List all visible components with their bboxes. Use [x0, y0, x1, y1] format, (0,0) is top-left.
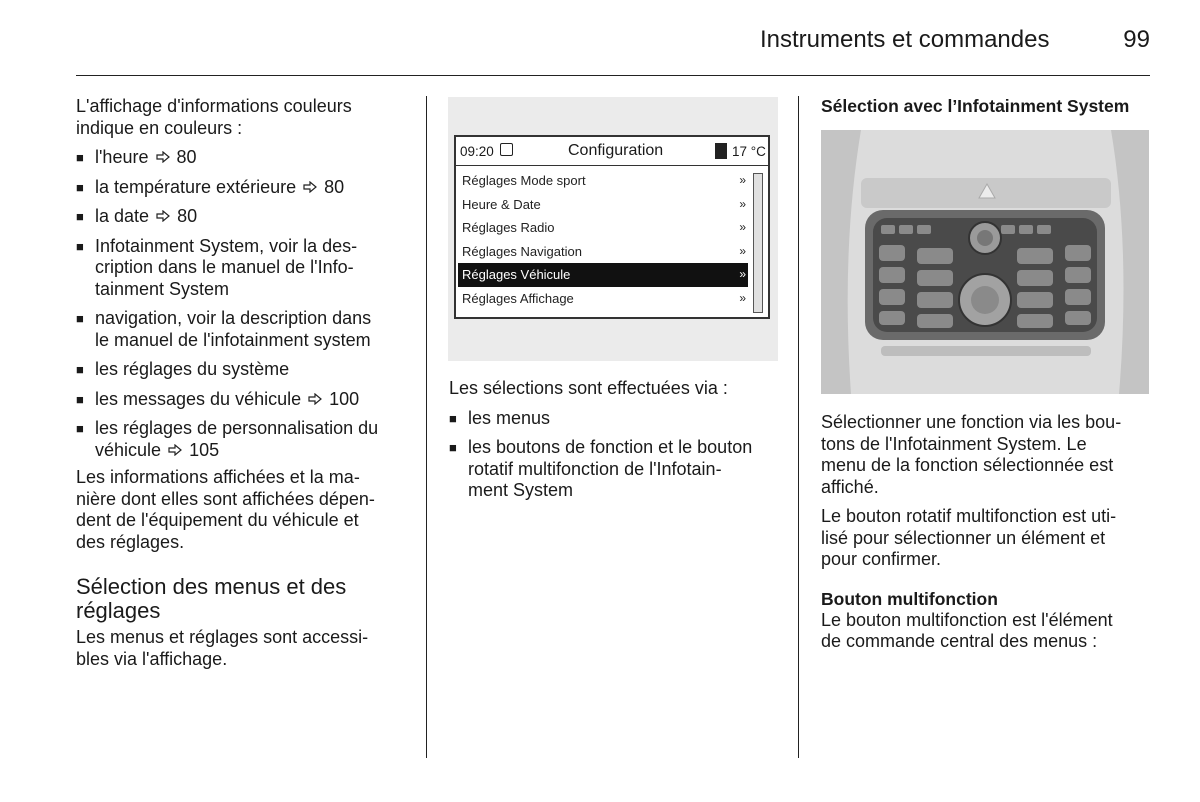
chevron-right-icon: »	[739, 220, 746, 234]
chevron-right-icon: »	[739, 196, 746, 211]
list-item: ■ l'heure 80	[76, 147, 411, 169]
thermometer-icon	[715, 143, 727, 159]
list-item: ■ Infotainment System, voir la des- cription dans le manuel de l'Info- tainment System	[76, 236, 411, 301]
screen-scrollbar	[753, 173, 763, 313]
configuration-screen-figure	[454, 135, 770, 319]
screen-title: Configuration	[568, 142, 664, 159]
list-item: ■ les messages du véhicule 100	[76, 389, 411, 411]
page-number: 99	[1123, 26, 1150, 53]
list-item: ■ les réglages de personnalisation du véhicule 105	[76, 418, 411, 461]
screen-menu-item-selected: Réglages Véhicule »	[458, 263, 748, 287]
screen-menu-item: Réglages Radio »	[458, 216, 748, 240]
list-item: ■ navigation, voir la description dans le manuel de l'infotainment system	[76, 308, 411, 351]
column-divider-1	[426, 96, 427, 758]
screen-menu-list	[458, 169, 748, 310]
arrow-right-outline-icon	[168, 444, 182, 456]
screen-menu-item: Heure & Date »	[458, 193, 748, 217]
body-paragraph: Les informations affichées et la ma- nière dont elles sont affichées dépen- dent de l'équipement du véhicule et des réglages.	[76, 467, 375, 552]
list-item: ■ les réglages du système	[76, 359, 411, 381]
arrow-right-outline-icon	[156, 151, 170, 163]
subsection-heading: Sélection avec l’Infotainment System	[821, 96, 1130, 116]
section-paragraph: Les menus et réglages sont accessi- bles via l'affichage.	[76, 627, 369, 669]
section-heading: Sélection des menus et des réglages	[76, 574, 347, 623]
chevron-right-icon: »	[739, 290, 746, 305]
screen-time: 09:20	[460, 144, 494, 159]
subsection-heading: Bouton multifonction	[821, 588, 998, 609]
intro-text: Les sélections sont effectuées via :	[449, 378, 728, 398]
arrow-right-outline-icon	[308, 393, 322, 405]
screen-temperature: 17 °C	[732, 144, 766, 159]
screen-menu-item: Réglages Affichage »	[458, 287, 748, 311]
intro-text: L'affichage d'informations couleurs indique en couleurs :	[76, 96, 352, 138]
list-item: ■ la date 80	[76, 206, 411, 228]
arrow-right-outline-icon	[156, 210, 170, 222]
screen-menu-item: Réglages Mode sport »	[458, 169, 748, 193]
chevron-right-icon: »	[739, 243, 746, 258]
header-rule	[76, 75, 1150, 76]
column-3-text	[821, 412, 1156, 661]
body-paragraph: Sélectionner une fonction via les bou- tons de l'Infotainment System. Le menu de la fonction sélectionnée est affiché.	[821, 412, 1122, 497]
chevron-right-icon: »	[739, 173, 746, 187]
column-divider-2	[798, 96, 799, 758]
page-header-title: Instruments et commandes	[760, 26, 1050, 53]
infotainment-console-photo	[821, 130, 1149, 394]
body-paragraph: Le bouton rotatif multifonction est uti- lisé pour sélectionner un élément et pour confirmer.	[821, 506, 1117, 569]
chevron-right-icon: »	[739, 267, 746, 281]
list-item: ■ la température extérieure 80	[76, 177, 411, 199]
clock-icon	[500, 143, 513, 156]
column-2	[449, 378, 784, 510]
screen-menu-item: Réglages Navigation »	[458, 240, 748, 264]
column-1	[76, 96, 411, 678]
list-item: ■ les menus	[449, 408, 784, 430]
arrow-right-outline-icon	[303, 181, 317, 193]
screen-status-bar	[456, 137, 768, 166]
body-paragraph: Le bouton multifonction est l'élément de commande central des menus :	[821, 609, 1113, 651]
column-3	[821, 96, 1156, 117]
list-item: ■ les boutons de fonction et le bouton rotatif multifonction de l'Infotain- ment System	[449, 437, 784, 502]
